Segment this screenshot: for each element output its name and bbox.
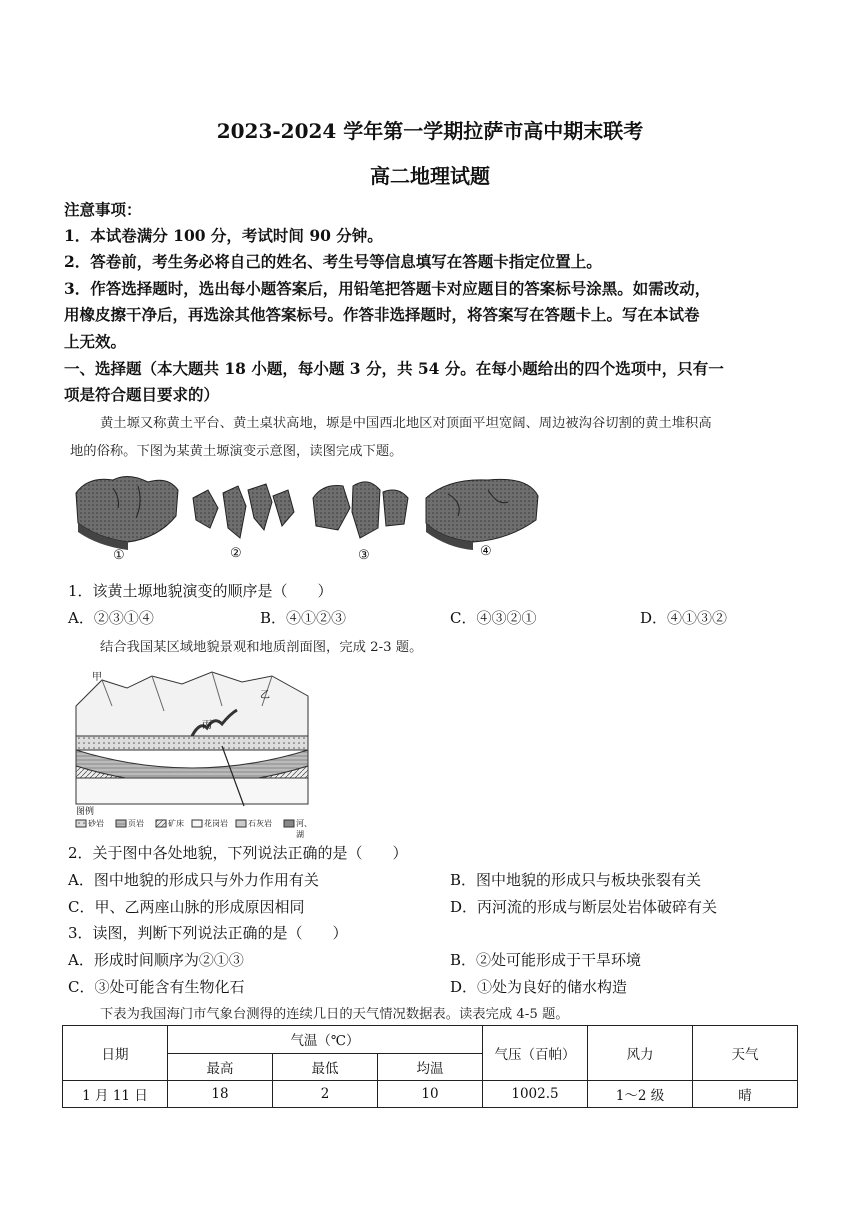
th-pressure: 气压（百帕） — [483, 1026, 588, 1081]
legend-granite: 花岗岩 — [204, 819, 228, 828]
q1-option-a: A．②③①④ — [68, 609, 154, 627]
q1-stem: 1．该黄土塬地貌演变的顺序是（ ） — [68, 582, 333, 600]
exam-title: 2023-2024 学年第一学期拉萨市高中期末联考 — [216, 119, 644, 143]
geology-profile-svg — [72, 666, 314, 838]
th-low: 最低 — [273, 1053, 378, 1081]
loess-block-4 — [426, 479, 538, 550]
loess-block-2 — [193, 484, 294, 538]
notice-item-1: 1．本试卷满分 100 分，考试时间 90 分钟。 — [64, 226, 383, 245]
passage1-line1: 黄土塬又称黄土平台、黄土桌状高地，塬是中国西北地区对顶面平坦宽阔、周边被沟谷切割的黄土堆积高 — [100, 416, 712, 431]
loess-block-3 — [313, 482, 408, 538]
label-bing: 丙 — [202, 720, 212, 731]
loess-evolution-svg — [68, 468, 808, 568]
figure1-label-2: ② — [230, 546, 242, 561]
th-weather: 天气 — [693, 1026, 798, 1081]
q2-option-b: B．图中地貌的形成只与板块张裂有关 — [450, 871, 702, 889]
table-row — [63, 1081, 798, 1108]
q3-stem: 3．读图，判断下列说法正确的是（ ） — [68, 924, 348, 942]
loess-evolution-figure — [68, 468, 808, 568]
legend-title: 图例 — [76, 807, 95, 817]
cell-avg: 10 — [378, 1081, 483, 1108]
notice-item-2: 2．答卷前，考生务必将自己的姓名、考生号等信息填写在答题卡指定位置上。 — [64, 252, 602, 271]
label-yi: 乙 — [260, 690, 270, 701]
q3-option-d: D．①处为良好的储水构造 — [450, 978, 628, 996]
q1-option-d: D．④①③② — [640, 609, 728, 627]
th-temp: 气温（℃） — [168, 1026, 483, 1054]
th-avg: 均温 — [378, 1053, 483, 1081]
cell-weather: 晴 — [693, 1081, 798, 1108]
q3-option-c: C．③处可能含有生物化石 — [68, 978, 245, 996]
cell-low: 2 — [273, 1081, 378, 1108]
q2-option-d: D．丙河流的形成与断层处岩体破碎有关 — [450, 898, 718, 916]
q2-option-c: C．甲、乙两座山脉的形成原因相同 — [68, 898, 305, 916]
passage2: 结合我国某区域地貌景观和地质剖面图，完成 2-3 题。 — [100, 640, 423, 655]
weather-table — [62, 1025, 798, 1108]
notice-item-3-cont: 用橡皮擦干净后，再选涂其他答案标号。作答非选择题时，将答案写在答题卡上。写在本试卷 — [64, 305, 700, 324]
th-date: 日期 — [63, 1026, 168, 1081]
legend-sandstone: 砂岩 — [88, 819, 104, 828]
cell-pressure: 1002.5 — [483, 1081, 588, 1108]
th-high: 最高 — [168, 1053, 273, 1081]
passage3: 下表为我国海门市气象台测得的连续几日的天气情况数据表。读表完成 4-5 题。 — [100, 1007, 569, 1022]
cell-wind: 1～2 级 — [588, 1081, 693, 1108]
notice-heading: 注意事项： — [64, 200, 142, 219]
th-wind: 风力 — [588, 1026, 693, 1081]
figure1-label-1: ① — [113, 548, 125, 563]
q1-option-c: C．④③②① — [450, 609, 537, 627]
q1-option-b: B．④①②③ — [260, 609, 347, 627]
exam-subtitle: 高二地理试题 — [370, 164, 490, 188]
loess-block-1 — [76, 476, 178, 550]
legend-limestone: 石灰岩 — [248, 819, 272, 828]
q2-option-a: A．图中地貌的形成只与外力作用有关 — [68, 871, 319, 889]
legend-ore: 矿床 — [168, 819, 184, 828]
notice-item-3: 3．作答选择题时，选出每小题答案后，用铅笔把答题卡对应题目的答案标号涂黑。如需改动， — [64, 279, 711, 298]
legend-river-lake: 河、湖 — [296, 819, 312, 839]
section1-heading: 一、选择题（本大题共 18 小题，每小题 3 分，共 54 分。在每小题给出的四个选项中，只有一 — [64, 359, 724, 378]
q3-option-a: A．形成时间顺序为②①③ — [68, 951, 244, 969]
figure1-label-4: ④ — [480, 544, 492, 559]
passage1-line2: 地的俗称。下图为某黄土塬演变示意图，读图完成下题。 — [70, 444, 403, 459]
legend-shale: 页岩 — [128, 819, 144, 828]
cell-high: 18 — [168, 1081, 273, 1108]
figure1-label-3: ③ — [358, 548, 370, 563]
label-jia: 甲 — [92, 672, 102, 683]
q3-option-b: B．②处可能形成于干旱环境 — [450, 951, 642, 969]
cell-date: 1 月 11 日 — [63, 1081, 168, 1108]
section1-heading-cont: 项是符合题目要求的） — [64, 385, 220, 404]
q2-stem: 2．关于图中各处地貌，下列说法正确的是（ ） — [68, 844, 408, 862]
notice-item-3-end: 上无效。 — [64, 332, 127, 351]
geology-profile-figure — [72, 666, 314, 838]
